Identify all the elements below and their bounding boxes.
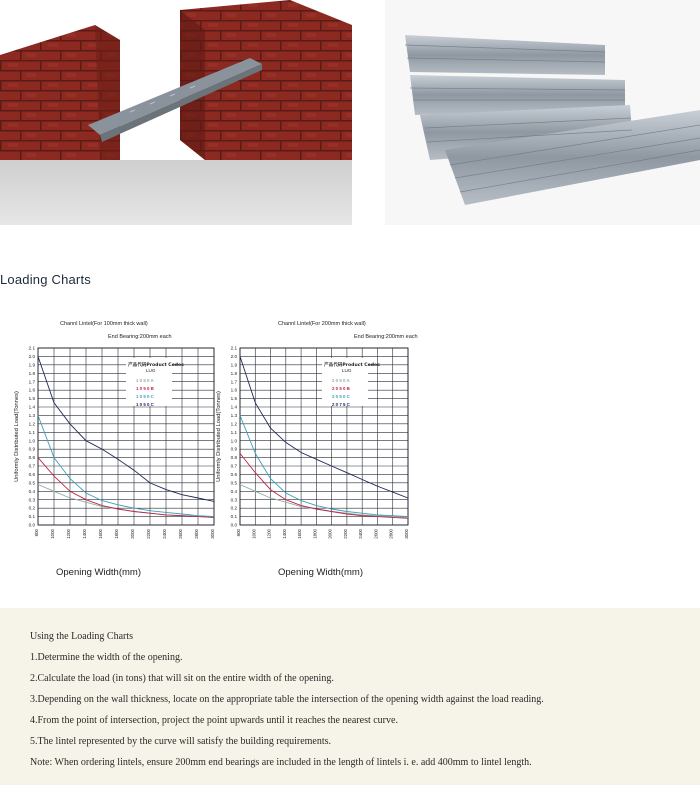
x-tick-label: 1800 (114, 529, 119, 539)
y-tick-label: 1.0 (28, 438, 35, 444)
y-tick-label: 0.7 (230, 463, 237, 469)
y-tick-label: 1.8 (28, 370, 35, 376)
y-tick-label: 0.2 (28, 505, 35, 511)
instruction-note: Note: When ordering lintels, ensure 200mm end bearings are included in the length of lintels i. e. add 400mm to lintel length. (30, 757, 532, 768)
legend-item-3: 2 0 5 0 C (332, 394, 350, 399)
y-tick-label: 1.8 (230, 370, 237, 376)
chart-100mm-xlabel: Opening Width(mm) (56, 567, 141, 578)
y-tick-label: 1.4 (28, 404, 35, 410)
legend-title: 产品代码Product Codes (128, 363, 184, 368)
y-tick-label: 2.0 (230, 354, 237, 360)
y-tick-label: 0.1 (28, 514, 35, 520)
y-tick-label: 0.0 (28, 522, 35, 528)
y-tick-label: 1.2 (230, 421, 237, 427)
y-tick-label: 1.2 (28, 421, 35, 427)
y-tick-label: 2.1 (28, 345, 35, 351)
x-tick-label: 2400 (358, 529, 364, 539)
y-tick-label: 0.8 (28, 455, 35, 461)
loading-chart-200mm (216, 316, 418, 556)
chart-subtitle: End Bearing:200mm each (354, 334, 418, 340)
x-tick-label: 1600 (297, 529, 303, 539)
y-tick-label: 0.9 (28, 446, 35, 452)
legend-subtitle: LUG (146, 368, 156, 373)
y-tick-label: 2.0 (28, 354, 35, 360)
x-tick-label: 2200 (342, 529, 348, 539)
y-tick-label: 0.1 (230, 514, 237, 520)
x-tick-label: 1400 (82, 529, 87, 539)
instruction-step-4: 4.From the point of intersection, project the point upwards until it reaches the nearest curve. (30, 715, 398, 726)
legend-item-3: 1 0 5 0 C (136, 394, 154, 399)
x-tick-label: 1000 (251, 529, 257, 539)
instructions-heading: Using the Loading Charts (30, 631, 134, 642)
loading-chart-100mm (16, 316, 216, 556)
legend-item-4: 2 0 7 5 C (332, 402, 350, 407)
y-tick-label: 0.8 (230, 455, 237, 461)
section-title: Loading Charts (0, 272, 91, 287)
x-tick-label: 3000 (210, 529, 215, 539)
y-tick-label: 0.3 (230, 497, 237, 503)
y-tick-label: 1.5 (230, 396, 237, 402)
x-tick-label: 1000 (50, 529, 55, 539)
x-tick-label: 800 (236, 529, 241, 537)
y-tick-label: 1.7 (28, 379, 35, 385)
legend-item-1: 2 0 5 0 A (332, 378, 350, 383)
chart-title: Channl Lintel(For 100mm thick wall) (60, 321, 148, 327)
y-tick-label: 1.5 (28, 396, 35, 402)
y-tick-label: 1.1 (28, 429, 35, 435)
x-tick-label: 1400 (281, 529, 287, 539)
chart-200mm-xlabel: Opening Width(mm) (278, 567, 363, 578)
x-tick-label: 1800 (312, 529, 318, 539)
y-tick-label: 1.6 (230, 387, 237, 393)
y-tick-label: 1.7 (230, 379, 237, 385)
x-tick-label: 1200 (66, 529, 71, 539)
y-tick-label: 0.4 (28, 488, 35, 494)
series-line-1 (240, 485, 408, 518)
legend-title: 产品代码Product Codes (324, 363, 380, 368)
x-tick-label: 2800 (194, 529, 199, 539)
x-tick-label: 2600 (178, 529, 183, 539)
y-tick-label: 1.9 (230, 362, 237, 368)
y-tick-label: 1.0 (230, 438, 237, 444)
x-tick-label: 1200 (266, 529, 272, 539)
chart-subtitle: End Bearing:200mm each (108, 334, 172, 340)
y-tick-label: 1.4 (230, 404, 237, 410)
instructions-block (30, 629, 690, 776)
series-line-1 (38, 485, 214, 518)
y-tick-label: 0.3 (28, 497, 35, 503)
legend-item-4: 1 0 5 0 C (136, 402, 154, 407)
instruction-step-1: 1.Determine the width of the opening. (30, 652, 183, 663)
y-tick-label: 0.0 (230, 522, 237, 528)
y-tick-label: 0.6 (230, 472, 237, 478)
x-tick-label: 2000 (327, 529, 333, 539)
y-tick-label: 1.3 (230, 413, 237, 419)
legend-subtitle: LUG (342, 368, 352, 373)
y-tick-label: 0.7 (28, 463, 35, 469)
y-tick-label: 2.1 (230, 345, 237, 351)
chart-title: Channl Lintel(For 200mm thick wall) (278, 321, 366, 327)
brick-wall-lintel-photo (0, 0, 352, 225)
x-tick-label: 2400 (162, 529, 167, 539)
y-axis-label: Uniformly Distributed Load(Tonnes) (216, 391, 222, 482)
y-tick-label: 1.1 (230, 429, 237, 435)
steel-lintel-bundle (405, 35, 700, 205)
y-tick-label: 0.6 (28, 472, 35, 478)
steel-lintels-stack-photo (385, 0, 700, 225)
x-tick-label: 2600 (373, 529, 379, 539)
y-tick-label: 0.4 (230, 488, 237, 494)
legend-item-2: 2 0 5 0 B (332, 386, 350, 391)
y-tick-label: 0.5 (230, 480, 237, 486)
legend-item-2: 1 0 5 0 B (136, 386, 154, 391)
x-tick-label: 800 (34, 529, 39, 537)
y-tick-label: 0.5 (28, 480, 35, 486)
instruction-step-2: 2.Calculate the load (in tons) that will sit on the entire width of the opening. (30, 673, 334, 684)
y-tick-label: 1.9 (28, 362, 35, 368)
y-tick-label: 1.6 (28, 387, 35, 393)
instruction-step-5: 5.The lintel represented by the curve will satisfy the building requirements. (30, 736, 332, 747)
x-tick-label: 2800 (388, 529, 394, 539)
y-tick-label: 0.9 (230, 446, 237, 452)
legend-item-1: 1 0 5 0 A (136, 378, 154, 383)
x-tick-label: 3000 (404, 529, 409, 539)
y-axis-label: Uniformly Distributed Load(Tonnes) (14, 391, 20, 482)
wall-base (0, 160, 352, 225)
chart-200mm-svg (216, 316, 418, 556)
chart-100mm-svg (16, 316, 216, 556)
x-tick-label: 2200 (146, 529, 151, 539)
x-tick-label: 1600 (98, 529, 103, 539)
y-tick-label: 1.3 (28, 413, 35, 419)
x-tick-label: 2000 (130, 529, 135, 539)
y-tick-label: 0.2 (230, 505, 237, 511)
instruction-step-3: 3.Depending on the wall thickness, locate on the appropriate table the intersection of the opening width against the load reading. (30, 694, 544, 705)
